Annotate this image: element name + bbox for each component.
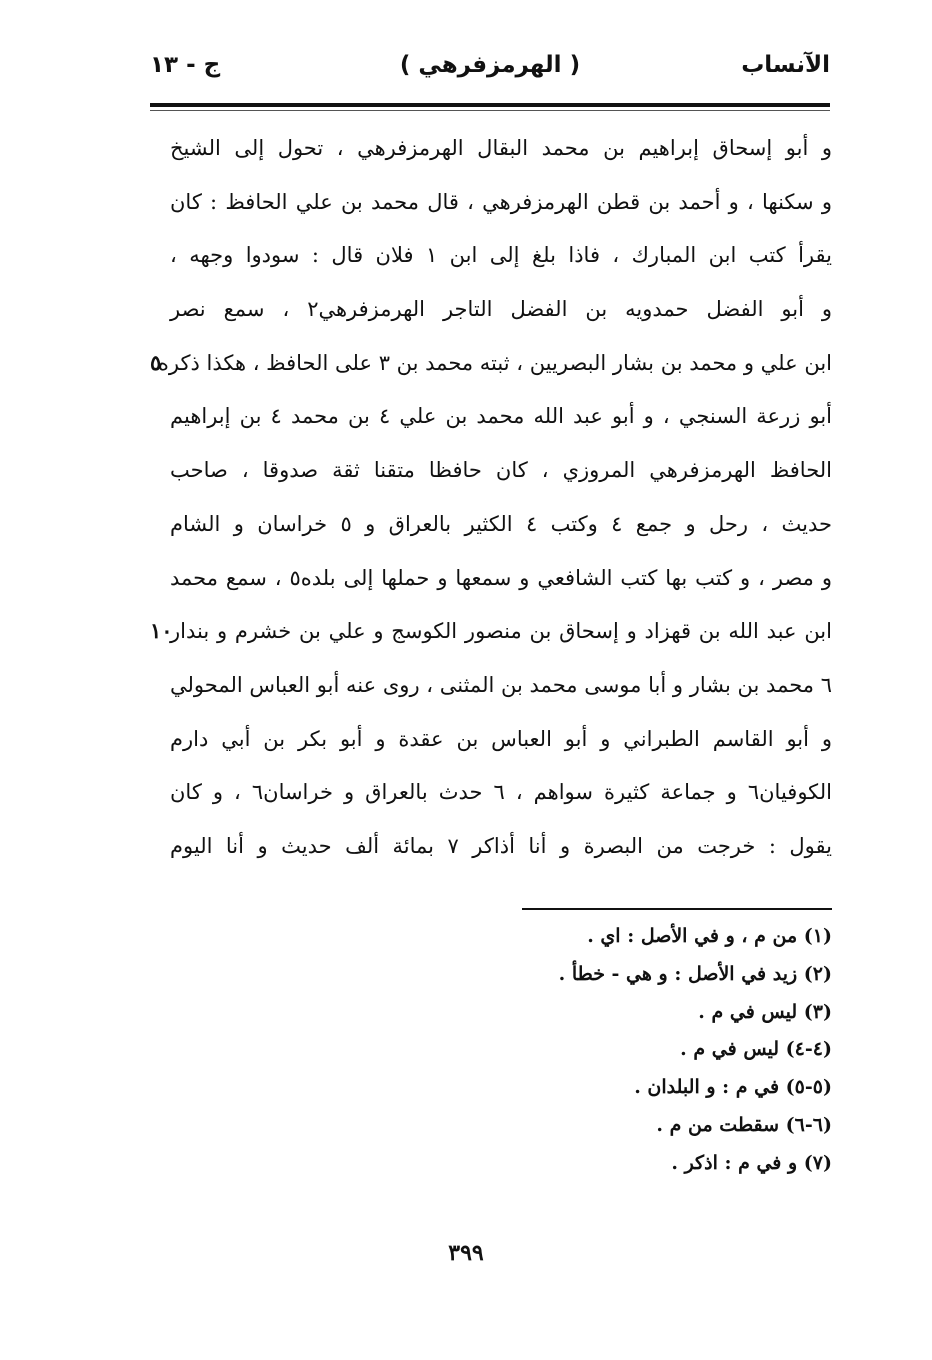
header-rule	[150, 103, 830, 107]
footnotes	[312, 918, 832, 1183]
text-line: و سكنها ، و أحمد بن قطن الهرمزفرهي ، قال محمد بن علي الحافظ : كان	[170, 189, 832, 214]
text-line: الحافظ الهرمزفرهي المروزي ، كان حافظا متقنا ثقة صدوقا ، صاحب	[170, 458, 832, 483]
header-volume: ج - ١٣	[150, 52, 221, 78]
text-line: و أبو إسحاق إبراهيم بن محمد البقال الهرمزفرهي ، تحول إلى الشيخ	[170, 136, 832, 160]
text-line-10	[150, 609, 832, 663]
header-entry-title: ( الهرمزفرهي )	[399, 52, 581, 78]
text-line: و مصر ، و كتب بها كتب الشافعي و سمعها و حملها إلى بلده٥ ، سمع محمد	[170, 565, 832, 590]
header-book-title: الآنساب	[741, 52, 830, 78]
line-number-5: ٥	[150, 349, 162, 375]
text-line: الكوفيان٦ و جماعة كثيرة سواهم ، ٦ حدث بالعراق و خراسان٦ ، و كان	[170, 780, 832, 805]
footnote-rule	[522, 908, 832, 910]
text-line: يقرأ كتب ابن المبارك ، فاذا بلغ إلى ابن ١ فلان قال : سودوا وجهه ،	[170, 243, 832, 268]
main-text	[150, 126, 833, 878]
text-line: و أبو الفضل حمدويه بن الفضل التاجر الهرمزفرهي٢ ، سمع نصر	[170, 297, 833, 322]
page-number: ٣٩٩	[448, 1240, 484, 1266]
text-line: يقول : خرجت من البصرة و أنا أذاكر ٧ بمائة ألف حديث و أنا اليوم	[170, 833, 832, 858]
footnote: (٥-٥) في م : و البلدان .	[634, 1076, 832, 1099]
footnote: (٢) زيد في الأصل : و هي - خطأ .	[558, 962, 832, 985]
footnote: (١) من م ، و في الأصل : اي .	[587, 925, 832, 947]
text-line-5	[150, 341, 832, 395]
text-line: ٦ محمد بن بشار و أبا موسى محمد بن المثنى ، روى عنه أبو العباس المحولي	[170, 672, 832, 697]
text-line: أبو زرعة السنجي ، و أبو عبد الله محمد بن علي ٤ بن محمد ٤ بن إبراهيم	[170, 404, 832, 429]
text-line: حديث ، رحل و جمع ٤ وكتب ٤ الكثير بالعراق و ٥ خراسان و الشام	[170, 511, 833, 536]
footnote: (٧) و في م : اذكر .	[671, 1151, 832, 1174]
text-line-content: ابن عبد الله بن قهزاد و إسحاق بن منصور الكوسج و علي بن خشرم و بندار	[170, 619, 832, 644]
footnote: (٤-٤) ليس في م .	[680, 1038, 832, 1061]
text-line-content: ابن علي و محمد بن بشار البصريين ، ثبته محمد بن ٣ على الحافظ ، هكذا ذكره	[157, 350, 832, 375]
header-rule-thin	[150, 110, 830, 111]
running-header	[150, 52, 830, 96]
text-line: و أبو القاسم الطبراني و أبو العباس بن عقدة و أبو بكر بن أبي دارم	[170, 726, 832, 751]
footnote: (٣) ليس في م .	[698, 1000, 832, 1023]
footnote: (٦-٦) سقطت من م .	[656, 1113, 832, 1136]
line-number-10: ١٠	[150, 618, 173, 644]
